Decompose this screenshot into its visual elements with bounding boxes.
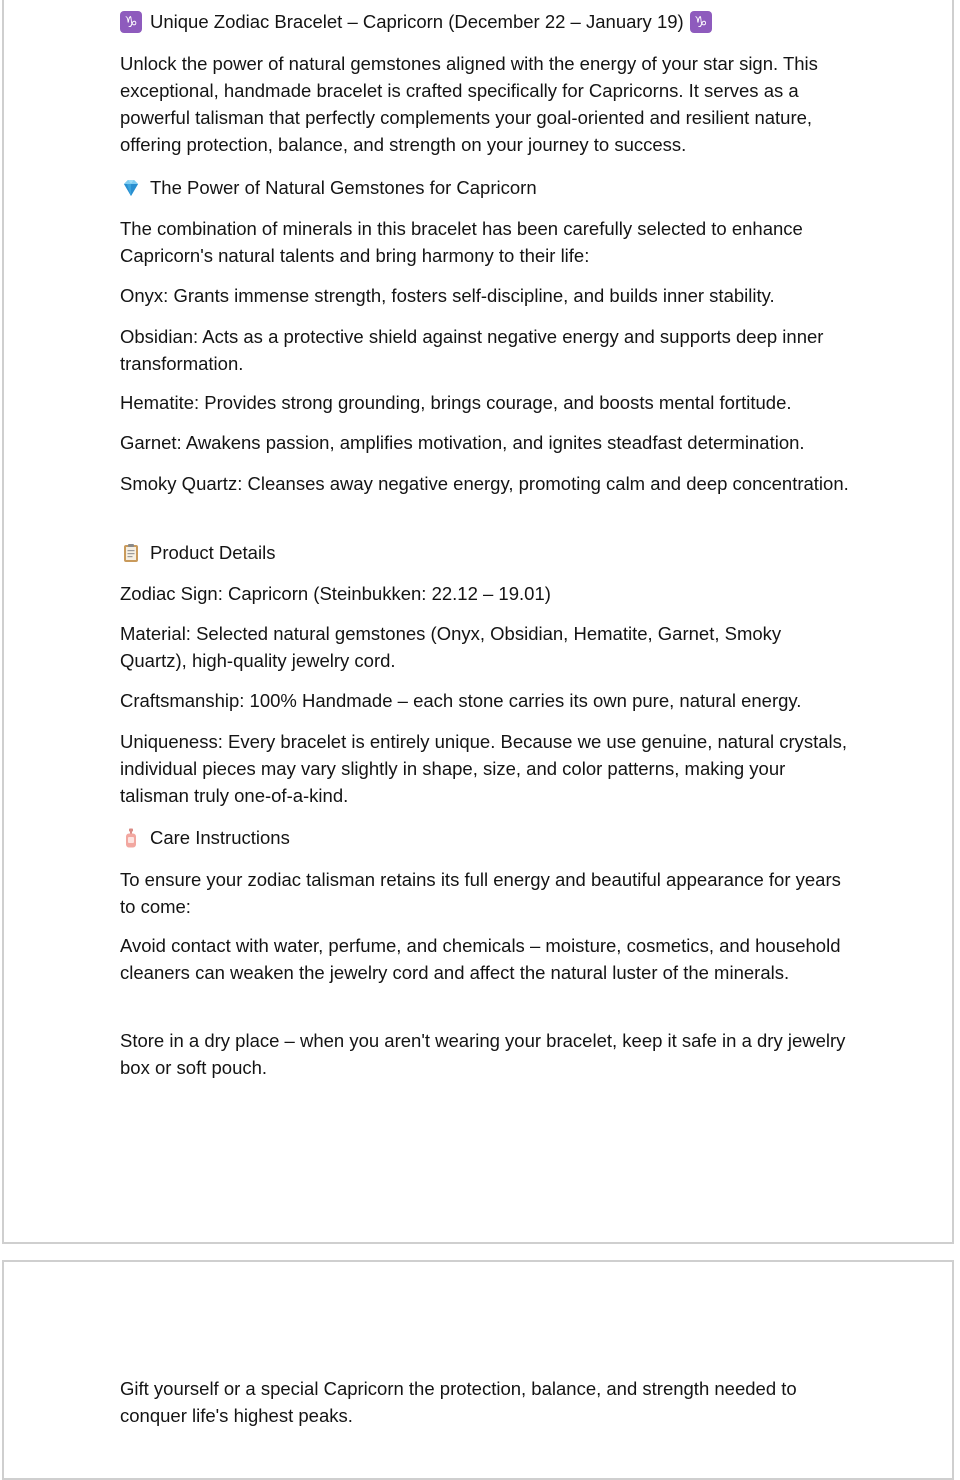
gemstones-section-heading [120, 174, 850, 201]
closing-paragraph: Gift yourself or a special Capricorn the protection, balance, and strength needed to conquer life's highest peaks. [120, 1378, 797, 1426]
gem-icon [120, 177, 142, 199]
intro-paragraph: Unlock the power of natural gemstones aligned with the energy of your star sign. This exceptional, handmade bracelet is crafted specifically for Capricorns. It serves as a powerful talisman that perfectly complements your goal-oriented and resilient nature, offering protection, balance, and strength on your journey to success. [120, 53, 818, 155]
description-panel [2, 0, 954, 1244]
gemstone-item-obsidian: Obsidian: Acts as a protective shield against negative energy and supports deep inner transformation. [120, 326, 824, 374]
gemstones-heading-text: The Power of Natural Gemstones for Capricorn [150, 177, 537, 198]
product-title-text: Unique Zodiac Bracelet – Capricorn (December 22 – January 19) [150, 11, 684, 32]
care-section-heading [120, 824, 850, 851]
gemstone-item-garnet: Garnet: Awakens passion, amplifies motivation, and ignites steadfast determination. [120, 432, 805, 453]
care-item-store-dry: Store in a dry place – when you aren't wearing your bracelet, keep it safe in a dry jewelry box or soft pouch. [120, 1030, 846, 1078]
capricorn-icon: ♑ [690, 11, 712, 33]
detail-item-uniqueness: Uniqueness: Every bracelet is entirely unique. Because we use genuine, natural crystals, individual pieces may vary slightly in shape, size, and color patterns, making your talisman truly one-of-a-kind. [120, 731, 848, 806]
gemstone-item-hematite: Hematite: Provides strong grounding, brings courage, and boosts mental fortitude. [120, 392, 792, 413]
gemstones-lead: The combination of minerals in this bracelet has been carefully selected to enhance Capricorn's natural talents and bring harmony to their life: [120, 218, 803, 266]
gemstone-item-onyx: Onyx: Grants immense strength, fosters self-discipline, and builds inner stability. [120, 285, 775, 306]
care-item-avoid-contact: Avoid contact with water, perfume, and chemicals – moisture, cosmetics, and household cleaners can weaken the jewelry cord and affect the natural luster of the minerals. [120, 935, 841, 983]
product-title [120, 8, 850, 35]
clipboard-icon [120, 542, 142, 564]
detail-item-zodiac-sign: Zodiac Sign: Capricorn (Steinbukken: 22.12 – 19.01) [120, 583, 551, 604]
details-heading-text: Product Details [150, 542, 276, 563]
details-section-heading [120, 539, 850, 566]
gemstone-item-smoky-quartz: Smoky Quartz: Cleanses away negative energy, promoting calm and deep concentration. [120, 473, 849, 494]
care-heading-text: Care Instructions [150, 827, 290, 848]
lotion-bottle-icon [120, 827, 142, 849]
detail-item-craftsmanship: Craftsmanship: 100% Handmade – each stone carries its own pure, natural energy. [120, 690, 802, 711]
care-lead: To ensure your zodiac talisman retains its full energy and beautiful appearance for years to come: [120, 869, 841, 917]
capricorn-icon: ♑ [120, 11, 142, 33]
closing-panel [2, 1260, 954, 1480]
detail-item-material: Material: Selected natural gemstones (Onyx, Obsidian, Hematite, Garnet, Smoky Quartz), high-quality jewelry cord. [120, 623, 782, 671]
